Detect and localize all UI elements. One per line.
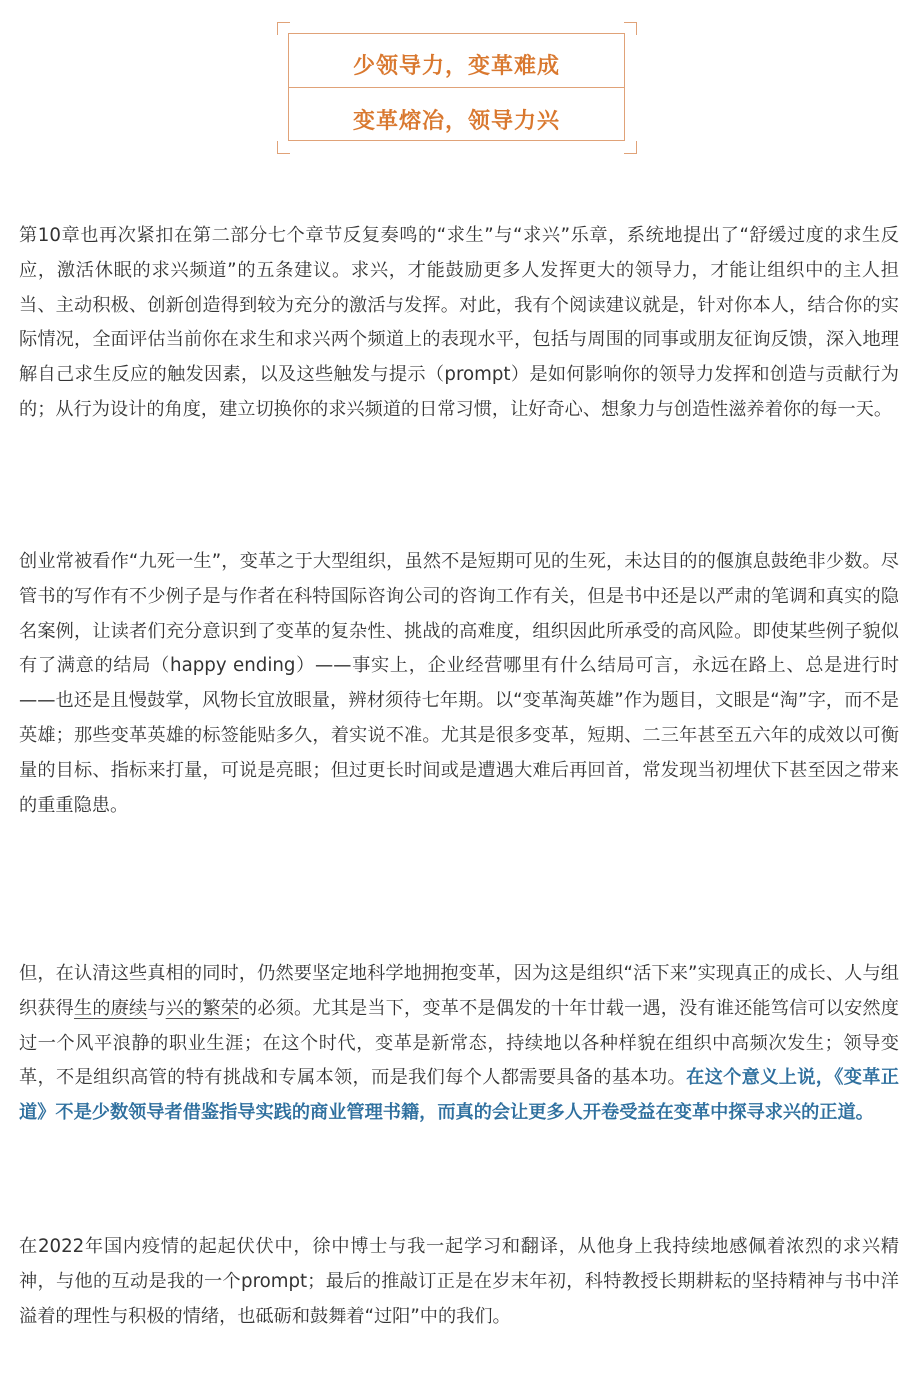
title-divider — [289, 87, 624, 88]
paragraph-3-joiner: 与 — [147, 997, 166, 1019]
paragraph-3 — [19, 957, 899, 1131]
paragraph-1: 第10章也再次紧扣在第二部分七个章节反复奏鸣的“求生”与“求兴”乐章，系统地提出了“舒缓过度的求生反应，激活休眠的求兴频道”的五条建议。求兴，才能鼓励更多人发挥更大的领导力，才能让组织中的主人担当、主动积极、创新创造得到较为充分的激活与发挥。对此，我有个阅读建议就是，针对你本人，结合你的实际情况，全面评估当前你在求生和求兴两个频道上的表现水平，包括与周围的同事或朋友征询反馈，深入地理解自己求生反应的触发因素，以及这些触发与提示（prompt）是如何影响你的领导力发挥和创造与贡献行为的；从行为设计的角度，建立切换你的求兴频道的日常习惯，让好奇心、想象力与创造性滋养着你的每一天。 — [19, 225, 899, 420]
title-inner-box — [288, 33, 625, 141]
highlighted-conclusion: 在这个意义上说，《变革正道》不是少数领导者借鉴指导实践的商业管理书籍，而真的会让更多人开卷受益在变革中探寻求兴的正道。 — [19, 1067, 899, 1124]
title-frame — [277, 22, 637, 154]
paragraph-2: 创业常被看作“九死一生”，变革之于大型组织，虽然不是短期可见的生死，未达目的的偃旗息鼓绝非少数。尽管书的写作有不少例子是与作者在科特国际咨询公司的咨询工作有关，但是书中还是以严肃的笔调和真实的隐名案例，让读者们充分意识到了变革的复杂性、挑战的高难度，组织因此所承受的高风险。即使某些例子貌似有了满意的结局（happy ending）——事实上，企业经营哪里有什么结局可言，永远在路上、总是进行时——也还是且慢鼓掌，风物长宜放眼量，辨材须待七年期。以“变革淘英雄”作为题目，文眼是“淘”字，而不是英雄；那些变革英雄的标签能贴多久，着实说不准。尤其是很多变革，短期、二三年甚至五六年的成效以可衡量的目标、指标来打量，可说是亮眼；但过更长时间或是遭遇大难后再回首，常发现当初埋伏下甚至因之带来的重重隐患。 — [19, 551, 899, 816]
frame-corner-bottom-right — [624, 141, 637, 154]
underlined-phrase-2: 兴的繁荣 — [165, 997, 240, 1019]
frame-corner-bottom-left — [277, 141, 290, 154]
paragraph-4: 在2022年国内疫情的起起伏伏中，徐中博士与我一起学习和翻译，从他身上我持续地感佩着浓烈的求兴精神，与他的互动是我的一个prompt；最后的推敲订正是在岁末年初，科特教授长期耕耘的坚持精神与书中洋溢着的理性与积极的情绪，也砥砺和鼓舞着“过阳”中的我们。 — [19, 1236, 899, 1327]
frame-corner-top-right — [624, 22, 637, 35]
title-line-2: 变革熔冶，领导力兴 — [352, 109, 560, 134]
title-line-1: 少领导力，变革难成 — [352, 54, 560, 79]
underlined-phrase-1: 生的赓续 — [74, 997, 148, 1019]
paragraph-3-intro: 但，在认清这些真相的同时，仍然要坚定地科学地拥抱变革，因为这是组织“活下来”实现真正的成长、人与组织获得 — [19, 963, 899, 1019]
paragraph-3-body: 的必须。尤其是当下，变革不是偶发的十年廿载一遇，没有谁还能笃信可以安然度过一个风平浪静的职业生涯；在这个时代，变革是新常态，持续地以各种样貌在组织中高频次发生；领导变革，不是组织高管的特有挑战和专属本领，而是我们每个人都需要具备的基本功。 — [19, 997, 899, 1089]
